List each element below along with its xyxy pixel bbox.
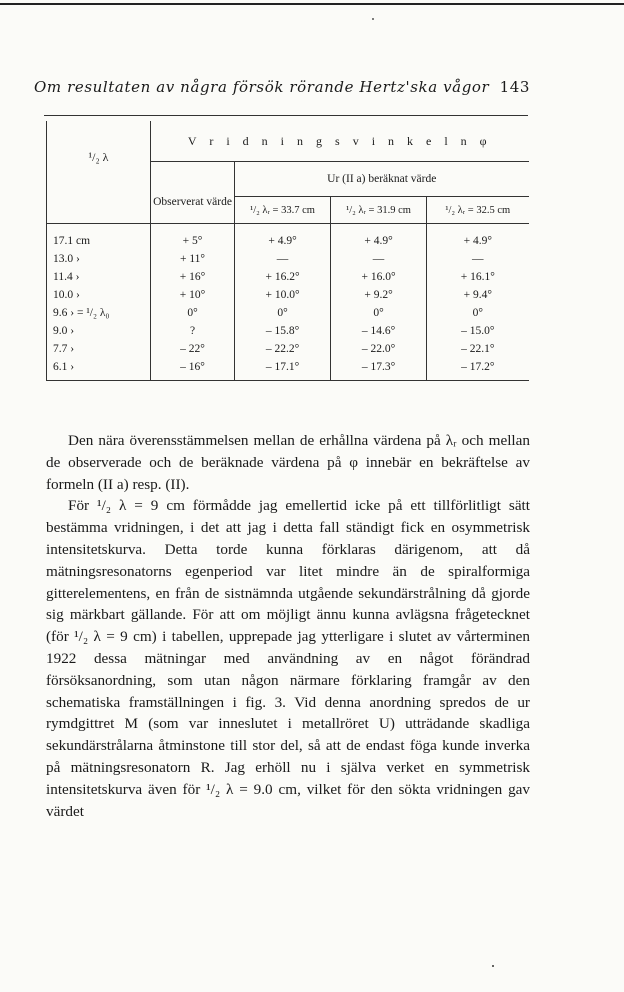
table-row: [47, 340, 529, 358]
subheader-32-5: ¹/₂ λᵣ = 32.5 cm: [427, 197, 529, 224]
paragraph: Den nära överensstämmelsen mellan de erhållna värdena på λᵣ och mellan de observerade och de beräknade värdena på φ innebär en bekräftelse av formeln (II a) resp. (II).: [46, 432, 530, 493]
paragraph: För ¹/₂ λ = 9 cm förmådde jag emellertid icke på ett tillförlitligt sätt bestämma vridningen, i det att jag i detta fall ständigt fick en osymmetrisk intensitetskurva. Detta torde kunna förklaras därigenom, att då mätningsresonatorns egenperiod var litet mindre än de spiralformiga gitterelementens, en från de sistnämnda utgående sekundärstrålning då gjorde sig märkbart gällande. För att om möjligt ännu kunna avlägsna frågetecknet (för ¹/₂ λ = 9 cm) i tabellen, upprepade jag ytterligare i slutet av vårterminen 1922 dessa mätningar med användning av en något förändrad försöksanordning, som utan någon närmare förklaring framgår av den schematiska framställningen i fig. 3. Vid denna anordning spredos de ur rymdgittret M (som var inneslutet i metallröret U) utträdande skadliga sekundärstrålarna åtminstone till stor del, så att de endast föga kunde inverka på mätningsresonatorn R. Jag erhöll nu i själva verket en symmetrisk intensitetskurva även för ¹/₂ λ = 9.0 cm, vilket för den sökta vridningen gav värdet: [46, 497, 530, 820]
computed-cell: —: [331, 250, 427, 268]
observed-cell: 0°: [151, 304, 235, 322]
table-row: [47, 358, 529, 381]
observed-cell: + 5°: [151, 224, 235, 251]
row-label: 17.1 cm: [47, 224, 151, 251]
half-wavelength-header: ¹/₂ λ: [47, 121, 151, 224]
computed-cell: + 16.1°: [427, 268, 529, 286]
row-label: 13.0 ›: [47, 250, 151, 268]
subheader-33-7: ¹/₂ λᵣ = 33.7 cm: [235, 197, 331, 224]
computed-cell: 0°: [331, 304, 427, 322]
body-text: [46, 430, 530, 822]
rotation-angle-header: V r i d n i n g s v i n k e l n φ: [151, 121, 529, 162]
computed-cell: 0°: [427, 304, 529, 322]
results-table: [46, 121, 529, 381]
table-row: [47, 250, 529, 268]
row-label: 10.0 ›: [47, 286, 151, 304]
row-label: 7.7 ›: [47, 340, 151, 358]
computed-cell: + 9.4°: [427, 286, 529, 304]
computed-cell: – 17.3°: [331, 358, 427, 381]
subheader-31-9: ¹/₂ λᵣ = 31.9 cm: [331, 197, 427, 224]
computed-cell: + 9.2°: [331, 286, 427, 304]
page-number: 143: [499, 78, 530, 96]
table-row: [47, 304, 529, 322]
computed-cell: + 4.9°: [427, 224, 529, 251]
computed-cell: – 22.2°: [235, 340, 331, 358]
table-row: [47, 224, 529, 251]
row-label: 6.1 ›: [47, 358, 151, 381]
computed-cell: – 22.1°: [427, 340, 529, 358]
table-row: [47, 286, 529, 304]
running-head: [34, 78, 530, 98]
table-row: [47, 322, 529, 340]
row-label: 9.6 › = ¹/₂ λ₀: [47, 304, 151, 322]
computed-cell: + 4.9°: [235, 224, 331, 251]
computed-cell: + 16.0°: [331, 268, 427, 286]
computed-cell: – 22.0°: [331, 340, 427, 358]
observed-cell: – 16°: [151, 358, 235, 381]
computed-cell: – 14.6°: [331, 322, 427, 340]
header-rule: [44, 115, 528, 116]
computed-cell: – 15.0°: [427, 322, 529, 340]
computed-cell: – 17.2°: [427, 358, 529, 381]
observed-cell: + 10°: [151, 286, 235, 304]
observed-cell: ?: [151, 322, 235, 340]
print-speck: [492, 965, 494, 967]
computed-cell: + 4.9°: [331, 224, 427, 251]
table-row: [47, 268, 529, 286]
observed-value-header: Observerat värde: [151, 162, 235, 224]
observed-cell: – 22°: [151, 340, 235, 358]
print-speck: [372, 18, 374, 20]
top-page-rule: [0, 3, 624, 5]
computed-value-header: Ur (II a) beräknat värde: [235, 162, 529, 197]
computed-cell: —: [235, 250, 331, 268]
computed-cell: + 16.2°: [235, 268, 331, 286]
row-label: 11.4 ›: [47, 268, 151, 286]
computed-cell: 0°: [235, 304, 331, 322]
observed-cell: + 16°: [151, 268, 235, 286]
computed-cell: + 10.0°: [235, 286, 331, 304]
computed-cell: – 15.8°: [235, 322, 331, 340]
running-head-title: Om resultaten av några försök rörande Hertz'ska vågor: [34, 78, 490, 96]
computed-cell: – 17.1°: [235, 358, 331, 381]
row-label: 9.0 ›: [47, 322, 151, 340]
observed-cell: + 11°: [151, 250, 235, 268]
computed-cell: —: [427, 250, 529, 268]
